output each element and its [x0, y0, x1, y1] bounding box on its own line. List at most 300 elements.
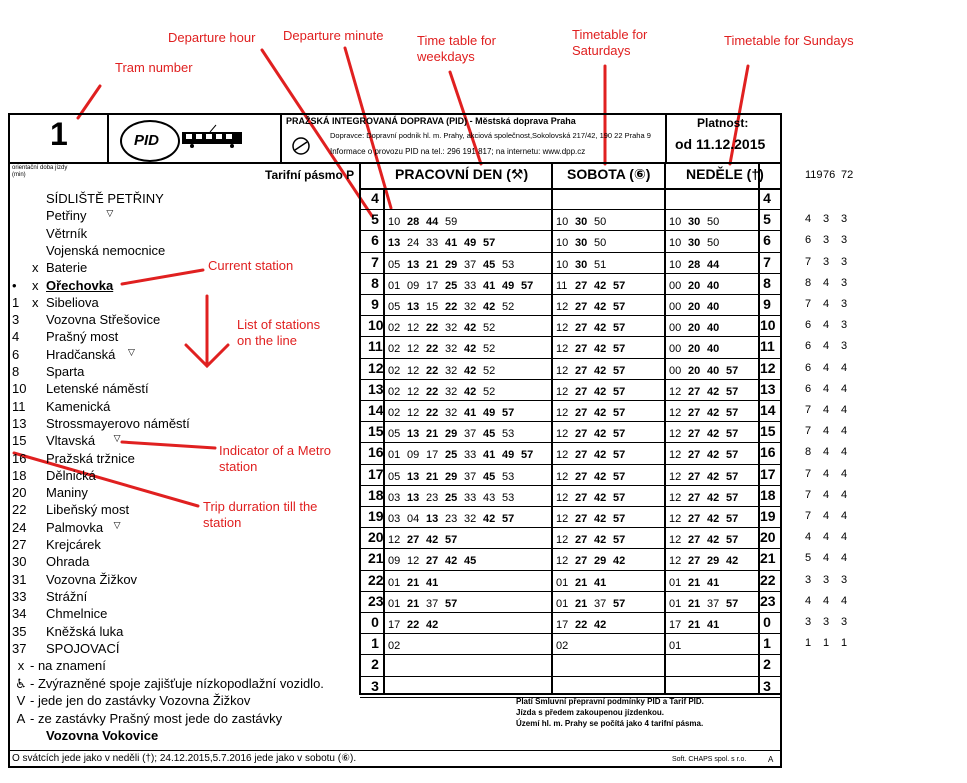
departure-minute: 41 — [464, 407, 477, 419]
departure-minute: 37 — [707, 597, 720, 610]
departure-minute: 30 — [575, 258, 588, 271]
departure-minute: 27 — [688, 513, 701, 525]
departure-minute: 29 — [445, 470, 458, 483]
count-value: 5 — [805, 552, 812, 565]
departure-hour: 5 — [371, 211, 379, 228]
departure-hour: 13 — [760, 380, 776, 397]
sunday-departures — [669, 301, 726, 313]
departure-minute: 37 — [464, 470, 477, 483]
count-row — [805, 637, 859, 649]
station-name: Vojenská nemocnice — [46, 242, 166, 258]
annotation-trip-duration: Trip durration till the station — [203, 499, 318, 530]
sunday-departures — [669, 619, 726, 631]
departure-minute: 27 — [688, 449, 701, 462]
departure-minute: 42 — [426, 619, 439, 631]
departure-minute: 40 — [707, 364, 720, 377]
departure-minute: 42 — [464, 343, 477, 356]
departure-hour: 4 — [763, 190, 771, 206]
sunday-departures — [669, 555, 745, 567]
departure-minute: 27 — [426, 555, 439, 568]
grid-line — [360, 358, 782, 359]
count-row — [805, 404, 859, 416]
count-value: 4 — [823, 488, 830, 501]
departure-minute: 12 — [669, 407, 682, 419]
departure-minute: 12 — [407, 364, 420, 377]
departure-minute: 12 — [407, 385, 420, 398]
holiday-note: O svátcích jede jako v neděli (†); 24.12.2015,5.7.2016 jede jako v sobotu (⑥). — [12, 753, 357, 764]
departure-minute: 09 — [407, 449, 420, 462]
departure-minute: 12 — [407, 322, 420, 335]
departure-hour: 10 — [760, 317, 776, 334]
departure-minute: 11 — [556, 279, 568, 292]
grid-line — [360, 485, 782, 486]
departure-minute: 10 — [556, 258, 569, 271]
saturday-departures — [556, 301, 632, 313]
departure-minute: 57 — [613, 301, 626, 313]
departure-minute: 22 — [575, 619, 588, 631]
departure-minute: 21 — [575, 576, 588, 589]
departure-minute: 12 — [388, 534, 401, 547]
count-value: 3 — [823, 213, 830, 226]
departure-minute: 13 — [407, 258, 420, 271]
departure-hour: 21 — [760, 550, 776, 567]
departure-minute: 27 — [575, 534, 588, 547]
weekday-departures — [388, 471, 521, 483]
column-weekday: PRACOVNÍ DEN (⚒) — [395, 166, 529, 182]
departure-minute: 27 — [575, 385, 588, 398]
station-time: 33 — [12, 588, 27, 604]
departure-minute: 12 — [407, 343, 420, 356]
count-value: 6 — [805, 319, 812, 332]
departure-minute: 37 — [594, 597, 607, 610]
departure-hour: 19 — [760, 508, 776, 524]
departure-hour: 2 — [371, 656, 379, 673]
saturday-departures — [556, 343, 632, 355]
saturday-departures — [556, 492, 632, 504]
departure-minute: 29 — [445, 428, 458, 441]
count-value: 4 — [841, 467, 848, 480]
departure-minute: 17 — [426, 449, 439, 462]
departure-minute: 45 — [483, 428, 496, 441]
station-name: Petřiny — [46, 208, 87, 224]
departure-minute: 57 — [502, 407, 515, 419]
weekday-departures — [388, 365, 502, 377]
departure-minute: 02 — [388, 640, 401, 653]
sunday-departures — [669, 343, 726, 355]
weekday-departures — [388, 555, 483, 567]
departure-minute: 42 — [594, 343, 607, 356]
divider — [280, 113, 282, 163]
departure-hour: 14 — [760, 402, 776, 418]
departure-hour: 15 — [368, 423, 384, 440]
departure-hour: 5 — [763, 211, 771, 228]
departure-minute: 27 — [575, 301, 588, 313]
departure-hour: 0 — [763, 614, 771, 630]
grid-line — [360, 273, 782, 274]
legend-row — [12, 710, 282, 727]
station-name: Dělnická — [46, 467, 96, 483]
weekday-departures — [388, 259, 521, 271]
count-value: 4 — [823, 276, 830, 289]
count-value: 4 — [823, 446, 830, 459]
station-name: Strážní — [46, 588, 88, 604]
departure-minute: 37 — [426, 597, 439, 610]
departure-hour: 20 — [760, 529, 776, 546]
counts-header — [805, 169, 859, 181]
count-value: 6 — [805, 382, 812, 395]
departure-minute: 25 — [445, 279, 458, 292]
departure-minute: 17 — [388, 619, 401, 631]
departure-minute: 52 — [483, 343, 496, 356]
legend-text: - jede jen do zastávky Vozovna Žižkov — [30, 693, 251, 708]
departure-minute: 12 — [407, 407, 420, 419]
departure-minute: 42 — [594, 428, 607, 441]
departure-minute: 22 — [426, 407, 439, 419]
saturday-departures — [556, 577, 613, 589]
legend-row — [12, 657, 106, 674]
departure-hour: 12 — [760, 359, 776, 376]
departure-minute: 42 — [426, 534, 439, 547]
annotation-current-station: Current station — [208, 258, 294, 273]
count-value: 6 — [805, 340, 812, 353]
departure-minute: 45 — [483, 470, 496, 483]
departure-hour: 1 — [763, 635, 771, 652]
saturday-departures — [556, 598, 632, 610]
departure-minute: 42 — [726, 555, 739, 568]
departure-minute: 09 — [388, 555, 401, 568]
count-value: 7 — [805, 425, 812, 438]
departure-minute: 57 — [613, 597, 626, 610]
grid-line — [360, 442, 782, 443]
weekday-departures — [388, 449, 540, 461]
station-time: 35 — [12, 623, 27, 639]
departure-minute: 42 — [594, 279, 607, 292]
departure-minute: 57 — [613, 279, 626, 292]
legend-text: - Zvýrazněné spoje zajišťuje nízkopodlažní vozidlo. — [30, 675, 324, 691]
saturday-departures — [556, 619, 613, 631]
departure-minute: 42 — [707, 449, 720, 462]
count-value: 7 — [805, 255, 812, 268]
departure-minute: 42 — [594, 301, 607, 313]
count-row — [805, 616, 859, 628]
departure-minute: 21 — [575, 597, 588, 610]
count-row — [805, 446, 859, 458]
legend-key: x — [17, 658, 25, 673]
count-row — [805, 256, 859, 268]
departure-minute: 40 — [707, 279, 720, 292]
departure-minute: 59 — [445, 216, 458, 229]
current-station: Ořechovka — [46, 277, 114, 293]
software-note: Soft. CHAPS spol. s r.o. — [672, 756, 747, 763]
departure-hour: 13 — [368, 380, 384, 397]
departure-minute: 12 — [556, 301, 569, 313]
departure-minute: 57 — [613, 491, 626, 504]
departure-minute: 32 — [445, 322, 458, 335]
column-saturday: SOBOTA (⑥) — [567, 166, 651, 182]
legend-key: ♿ — [15, 675, 27, 691]
saturday-departures — [556, 386, 632, 398]
departure-minute: 51 — [594, 258, 607, 271]
departure-minute: 22 — [445, 301, 458, 313]
grid-line — [360, 252, 782, 253]
grid-line — [360, 209, 782, 210]
wheelchair-logo-icon — [290, 136, 312, 156]
saturday-departures — [556, 555, 632, 567]
divider — [360, 188, 782, 190]
departure-minute: 53 — [502, 428, 515, 441]
departure-minute: 42 — [445, 555, 458, 568]
count-value: 4 — [841, 488, 848, 501]
weekday-departures — [388, 513, 521, 525]
departure-minute: 02 — [556, 640, 569, 653]
departure-minute: 37 — [464, 258, 477, 271]
count-header-saturday: 76 — [823, 169, 836, 181]
saturday-departures — [556, 407, 632, 419]
departure-minute: 28 — [407, 216, 420, 229]
legend-row — [12, 727, 158, 744]
count-value: 4 — [823, 425, 830, 438]
departure-minute: 52 — [483, 385, 496, 398]
count-value: 3 — [805, 616, 812, 628]
annotation-station-list: List of stations on the line — [237, 317, 321, 348]
departure-minute: 52 — [483, 322, 496, 335]
request-stop-flag: x — [32, 277, 39, 293]
departure-hour: 21 — [368, 550, 384, 567]
departure-minute: 57 — [613, 364, 626, 377]
departure-minute: 57 — [613, 513, 626, 525]
departure-minute: 22 — [426, 343, 439, 356]
departure-minute: 23 — [426, 491, 439, 504]
departure-hour: 4 — [371, 190, 379, 206]
count-value: 6 — [805, 234, 812, 247]
count-value: 4 — [841, 404, 848, 416]
saturday-departures — [556, 259, 613, 271]
count-value: 3 — [841, 255, 848, 268]
station-name: Maniny — [46, 485, 88, 501]
departure-minute: 05 — [388, 470, 401, 483]
station-time: 13 — [12, 415, 27, 431]
departure-minute: 00 — [669, 322, 682, 335]
divider — [8, 750, 782, 751]
departure-minute: 27 — [688, 491, 701, 504]
station-name: SPOJOVACÍ — [46, 640, 120, 656]
pid-logo — [120, 120, 180, 162]
annotation-weekdays: Time table for weekdays — [417, 33, 496, 64]
departure-minute: 57 — [613, 322, 626, 335]
departure-minute: 42 — [594, 619, 607, 631]
departure-minute: 04 — [407, 513, 420, 525]
departure-minute: 42 — [483, 513, 496, 525]
departure-minute: 42 — [707, 513, 720, 525]
departure-minute: 00 — [669, 279, 682, 292]
saturday-departures — [556, 449, 632, 461]
departure-minute: 42 — [464, 364, 477, 377]
departure-minute: 42 — [707, 407, 720, 419]
station-name: Krejcárek — [46, 537, 101, 552]
departure-hour: 6 — [371, 232, 379, 249]
departure-minute: 49 — [502, 449, 515, 462]
departure-minute: 41 — [594, 576, 607, 589]
weekday-departures — [388, 428, 521, 440]
count-row — [805, 298, 859, 310]
count-value: 4 — [823, 298, 830, 310]
count-row — [805, 489, 859, 501]
departure-hour: 8 — [763, 274, 771, 291]
count-value: 4 — [841, 446, 848, 459]
territory-note: Území hl. m. Prahy se počítá jako 4 tarifní pásma. — [516, 719, 704, 728]
departure-minute: 12 — [669, 385, 682, 398]
count-value: 3 — [841, 319, 848, 332]
departure-minute: 42 — [594, 364, 607, 377]
count-value: 8 — [805, 276, 812, 289]
sunday-departures — [669, 365, 745, 377]
departure-minute: 57 — [726, 449, 739, 462]
departure-hour: 3 — [763, 677, 771, 694]
count-value: 4 — [823, 467, 830, 480]
departure-hour: 20 — [368, 529, 384, 546]
departure-minute: 42 — [707, 470, 720, 483]
departure-minute: 02 — [388, 407, 401, 419]
metro-icon: ▽ — [113, 433, 121, 444]
station-time: 16 — [12, 450, 27, 466]
sunday-departures — [669, 577, 726, 589]
departure-hour: 9 — [371, 296, 379, 312]
info-line: Informace o provozu PID na tel.: 296 191 817; na internetu: www.dpp.cz — [330, 147, 586, 156]
departure-minute: 13 — [388, 237, 401, 250]
count-row — [805, 574, 859, 586]
station-name: Vozovna Žižkov — [46, 571, 138, 587]
station-name: Letenské náměstí — [46, 381, 149, 397]
departure-minute: 41 — [707, 576, 720, 589]
departure-minute: 30 — [575, 237, 588, 250]
station-name: Sibeliova — [46, 294, 99, 310]
count-value: 4 — [841, 594, 848, 607]
departure-minute: 22 — [426, 322, 439, 335]
count-row — [805, 595, 859, 607]
departure-minute: 05 — [388, 301, 401, 313]
departure-minute: 02 — [388, 364, 401, 377]
departure-minute: 57 — [726, 491, 739, 504]
departure-minute: 27 — [575, 322, 588, 335]
station-name: Strossmayerovo náměstí — [46, 415, 190, 431]
operator-info: Dopravce: Dopravní podnik hl. m. Prahy, akciová společnost,Sokolovská 217/42, 190 22 Praha 9 — [330, 131, 651, 140]
departure-minute: 24 — [407, 237, 420, 250]
departure-hour: 14 — [368, 402, 384, 418]
count-value: 4 — [805, 531, 812, 544]
sunday-departures — [669, 322, 726, 334]
saturday-departures — [556, 428, 632, 440]
departure-minute: 27 — [575, 407, 588, 419]
metro-icon: ▽ — [106, 208, 114, 219]
departure-minute: 29 — [707, 555, 720, 568]
sunday-departures — [669, 640, 688, 652]
station-time: 15 — [12, 433, 27, 449]
departure-hour: 15 — [760, 423, 776, 440]
departure-minute: 27 — [575, 364, 588, 377]
legend-row — [12, 692, 250, 709]
saturday-departures — [556, 471, 632, 483]
departure-hour: 22 — [760, 571, 776, 588]
departure-minute: 32 — [445, 343, 458, 356]
departure-minute: 20 — [688, 364, 701, 377]
station-name: Chmelnice — [46, 606, 108, 622]
weekday-departures — [388, 577, 445, 589]
count-value: 3 — [841, 213, 848, 226]
departure-minute: 13 — [407, 301, 420, 313]
departure-minute: 52 — [483, 364, 496, 377]
validity-date: od 11.12.2015 — [675, 136, 766, 152]
grid-line — [360, 612, 782, 613]
grid-line — [360, 400, 782, 401]
departure-hour: 17 — [368, 465, 384, 482]
departure-minute: 41 — [483, 449, 496, 462]
departure-minute: 01 — [669, 576, 682, 589]
count-row — [805, 362, 859, 374]
departure-minute: 57 — [521, 279, 534, 292]
saturday-departures — [556, 216, 613, 228]
legend-text: - na znamení — [30, 658, 106, 673]
departure-hour: 2 — [763, 656, 771, 673]
grid-line — [360, 527, 782, 528]
weekday-departures — [388, 280, 540, 292]
departure-minute: 22 — [426, 385, 439, 398]
departure-minute: 42 — [594, 491, 607, 504]
departure-minute: 12 — [556, 534, 569, 547]
count-value: 3 — [841, 616, 848, 628]
departure-minute: 33 — [464, 449, 477, 462]
grid-line — [359, 162, 361, 694]
departure-minute: 29 — [594, 555, 607, 568]
count-row — [805, 531, 859, 543]
annotation-saturdays: Timetable for Saturdays — [572, 27, 648, 58]
grid-line — [360, 633, 782, 634]
weekday-departures — [388, 598, 464, 610]
departure-minute: 57 — [613, 343, 626, 356]
count-row — [805, 277, 859, 289]
departure-minute: 57 — [726, 385, 739, 398]
line-number: 1 — [50, 116, 68, 152]
count-value: 3 — [823, 234, 830, 247]
departure-hour: 18 — [368, 486, 384, 503]
sunday-departures — [669, 259, 726, 271]
grid-line — [360, 294, 782, 295]
departure-minute: 57 — [521, 449, 534, 462]
count-value: 4 — [841, 552, 848, 565]
departure-minute: 30 — [688, 237, 701, 250]
station-name: Libeňský most — [46, 502, 130, 518]
departure-minute: 12 — [556, 364, 569, 377]
departure-minute: 44 — [707, 258, 720, 271]
departure-minute: 15 — [426, 301, 439, 313]
sunday-departures — [669, 216, 726, 228]
departure-minute: 27 — [575, 343, 588, 356]
agency-name: PRAŽSKÁ INTEGROVANÁ DOPRAVA (PID) - Městská doprava Praha — [286, 116, 576, 126]
weekday-departures — [388, 237, 502, 249]
departure-minute: 57 — [613, 470, 626, 483]
departure-minute: 21 — [426, 258, 439, 271]
count-header-weekday: 119 — [805, 169, 823, 181]
departure-minute: 27 — [575, 513, 588, 525]
annotation-tram-number: Tram number — [115, 60, 193, 75]
sunday-departures — [669, 280, 726, 292]
count-value: 3 — [841, 234, 848, 247]
departure-minute: 27 — [575, 555, 588, 568]
departure-minute: 21 — [688, 619, 701, 631]
count-row — [805, 425, 859, 437]
request-stop-flag: x — [32, 294, 39, 310]
departure-minute: 37 — [464, 428, 477, 441]
station-name: Vltavská — [46, 433, 96, 449]
